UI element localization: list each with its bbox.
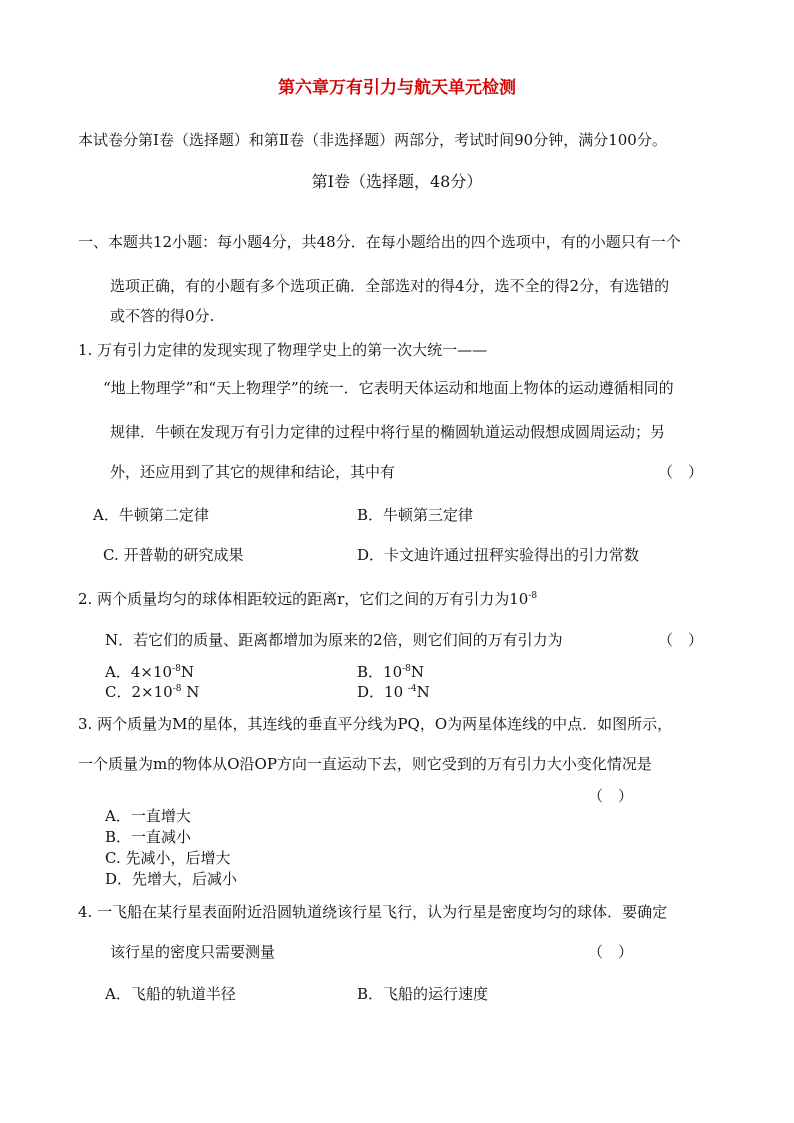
instructions-line-1: 一、本题共12小题：每小题4分，共48分．在每小题给出的四个选项中，有的小题只有一个: [78, 233, 681, 251]
q1-stem-line-4: 外，还应用到了其它的规律和结论，其中有: [110, 463, 396, 481]
q2-option-a: A．$4\times 10^{-8}N$: [105, 663, 194, 681]
q3-option-b: B．一直减小: [105, 828, 192, 846]
q2-option-b: B．$10^{-8}N$: [357, 663, 425, 681]
q1-stem-line-3: 规律．牛顿在发现万有引力定律的过程中将行星的椭圆轨道运动假想成圆周运动；另: [110, 423, 666, 441]
q3-stem-line-2: 一个质量为m的物体从O沿OP方向一直运动下去，则它受到的万有引力大小变化情况是: [78, 755, 652, 773]
instructions-line-2: 选项正确，有的小题有多个选项正确．全部选对的得4分，选不全的得2分，有选错的: [110, 277, 670, 295]
q3-stem-line-1: 3. 两个质量为M的星体，其连线的垂直平分线为PQ，O为两星体连线的中点．如图所示，: [78, 715, 673, 733]
q1-option-a: A．牛顿第二定律: [93, 506, 209, 524]
q4-stem-line-1: 4. 一飞船在某行星表面附近沿圆轨道绕该行星飞行，认为行星是密度均匀的球体．要确定: [78, 903, 668, 921]
q4-answer-blank: （ ）: [588, 943, 634, 961]
q3-option-c: C. 先减小，后增大: [105, 849, 231, 867]
q1-stem-line-2: “地上物理学”和“天上物理学”的统一．它表明天体运动和地面上物体的运动遵循相同的: [103, 379, 674, 397]
q2-stem-line-1: 2. 两个质量均匀的球体相距较远的距离r，它们之间的万有引力为$10^{-8}$: [78, 590, 538, 608]
q1-stem-line-1: 1. 万有引力定律的发现实现了物理学史上的第一次大统一——: [78, 341, 488, 359]
q1-answer-blank: （ ）: [658, 463, 704, 481]
q2-stem-line-2: N．若它们的质量、距离都增加为原来的2倍，则它们间的万有引力为: [105, 631, 563, 649]
q1-option-d: D．卡文迪许通过扭秤实验得出的引力常数: [357, 546, 640, 564]
q1-option-b: B．牛顿第三定律: [357, 506, 474, 524]
q4-option-b: B．飞船的运行速度: [357, 985, 489, 1003]
q1-option-c: C. 开普勒的研究成果: [103, 546, 244, 564]
q4-stem-line-2: 该行星的密度只需要测量: [110, 943, 276, 961]
q3-option-a: A．一直增大: [105, 807, 191, 825]
section-heading: 第Ⅰ卷（选择题，48分）: [311, 172, 483, 191]
intro-text: 本试卷分第Ⅰ卷（选择题）和第Ⅱ卷（非选择题）两部分，考试时间90分钟，满分100分。: [78, 131, 667, 149]
q4-option-a: A．飞船的轨道半径: [105, 985, 236, 1003]
q3-option-d: D．先增大，后减小: [105, 870, 238, 888]
q2-option-c: C．$2\times 10^{-8}$ N: [105, 683, 200, 701]
q2-option-d: D．10 $^{-4}$N: [357, 683, 430, 701]
q2-answer-blank: （ ）: [658, 631, 704, 649]
page-title: 第六章万有引力与航天单元检测: [278, 78, 516, 98]
q3-answer-blank: （ ）: [588, 787, 634, 805]
instructions-line-3: 或不答的得0分.: [110, 307, 215, 325]
